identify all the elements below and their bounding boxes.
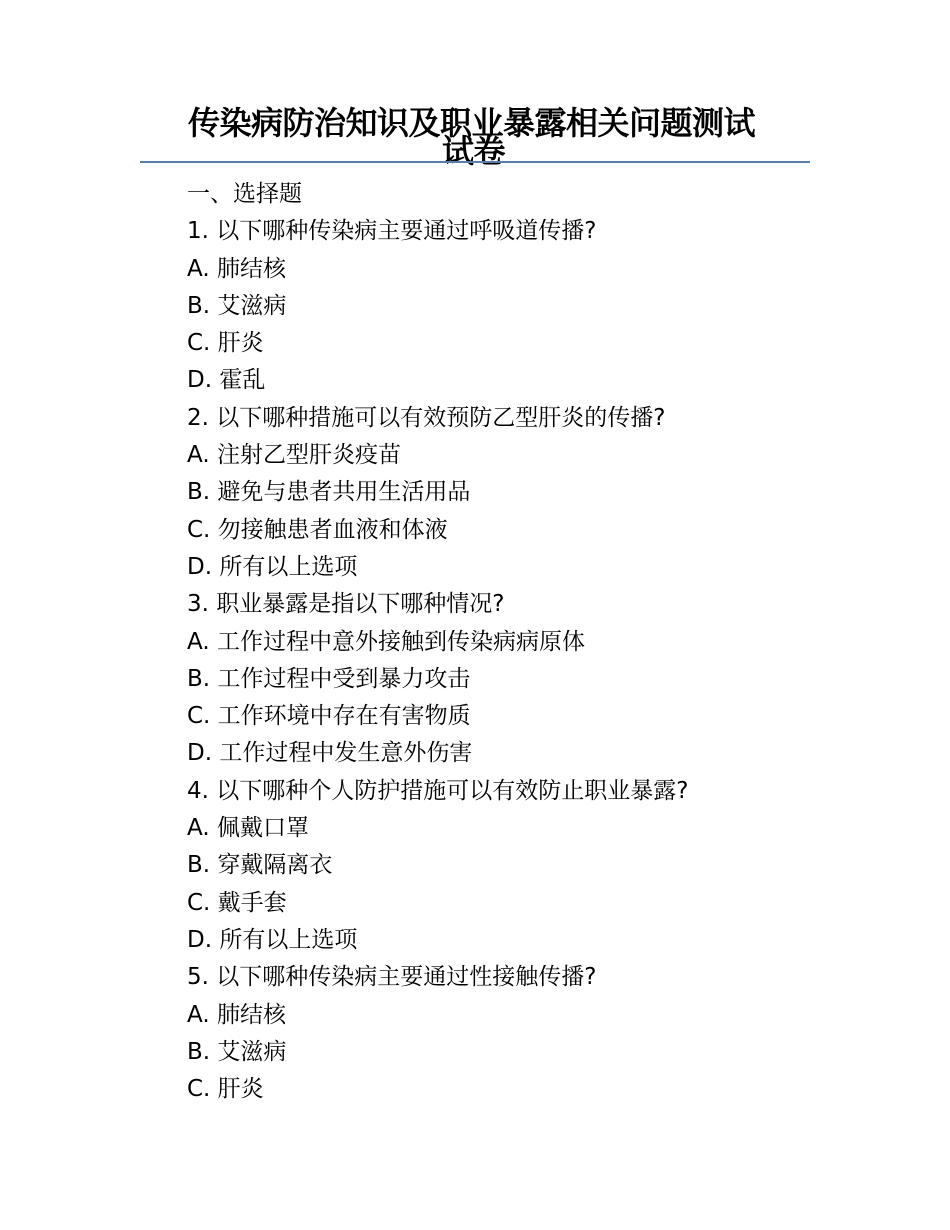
question-1: 1. 以下哪种传染病主要通过呼吸道传播?	[187, 218, 597, 245]
question-5-option-b: B. 艾滋病	[187, 1038, 287, 1065]
question-2-option-b: B. 避免与患者共用生活用品	[187, 479, 471, 506]
question-5-option-a: A. 肺结核	[187, 1001, 286, 1028]
question-4-option-c: C. 戴手套	[187, 889, 287, 916]
question-2-option-a: A. 注射乙型肝炎疫苗	[187, 442, 401, 469]
question-3-option-c: C. 工作环境中存在有害物质	[187, 703, 471, 730]
question-4-option-b: B. 穿戴隔离衣	[187, 852, 333, 879]
title-line-2: 试卷	[442, 132, 506, 170]
question-3: 3. 职业暴露是指以下哪种情况?	[187, 591, 505, 618]
question-2: 2. 以下哪种措施可以有效预防乙型肝炎的传播?	[187, 404, 666, 431]
question-1-option-c: C. 肝炎	[187, 330, 264, 357]
question-2-option-d: D. 所有以上选项	[187, 553, 358, 580]
question-5: 5. 以下哪种传染病主要通过性接触传播?	[187, 964, 597, 991]
question-3-option-a: A. 工作过程中意外接触到传染病病原体	[187, 628, 585, 655]
question-3-option-b: B. 工作过程中受到暴力攻击	[187, 665, 471, 692]
title-underline	[140, 161, 810, 163]
question-4-option-d: D. 所有以上选项	[187, 926, 358, 953]
title-line-1: 传染病防治知识及职业暴露相关问题测试	[188, 104, 756, 142]
question-list	[187, 176, 827, 1108]
question-1-option-b: B. 艾滋病	[187, 292, 287, 319]
question-1-option-d: D. 霍乱	[187, 367, 266, 394]
question-4: 4. 以下哪种个人防护措施可以有效防止职业暴露?	[187, 777, 689, 804]
question-4-option-a: A. 佩戴口罩	[187, 815, 309, 842]
question-5-option-c: C. 肝炎	[187, 1076, 264, 1103]
question-2-option-c: C. 勿接触患者血液和体液	[187, 516, 448, 543]
section-heading: 一、选择题	[187, 181, 302, 207]
question-1-option-a: A. 肺结核	[187, 255, 286, 282]
question-3-option-d: D. 工作过程中发生意外伤害	[187, 740, 473, 767]
